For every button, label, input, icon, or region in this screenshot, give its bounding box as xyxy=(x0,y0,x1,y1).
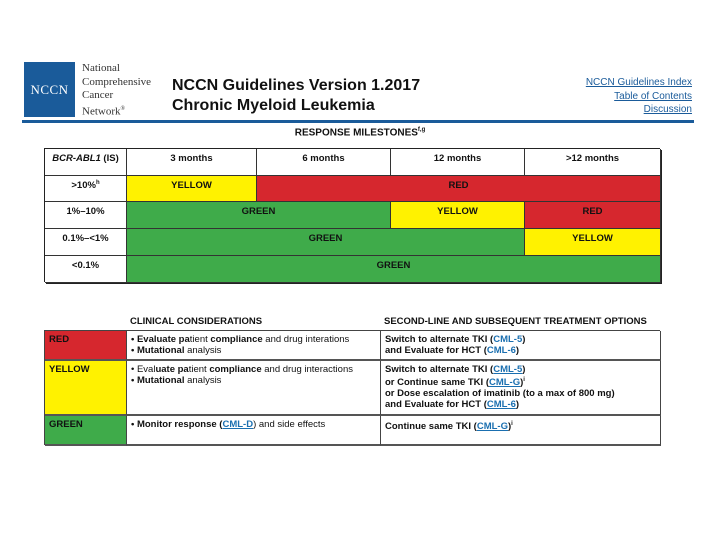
row-label-text: >10% xyxy=(71,180,96,192)
discussion-link[interactable]: Discussion xyxy=(643,104,692,115)
logo-line: National xyxy=(82,62,120,74)
milestones-title xyxy=(0,127,720,138)
clinical-cell-red xyxy=(127,331,381,361)
response-milestones-table xyxy=(44,148,660,282)
logo-abbr: NCCN xyxy=(30,81,69,97)
milestone-cell-green: GREEN xyxy=(127,229,525,256)
cml-g-link[interactable]: CML-G xyxy=(476,421,508,433)
treatment-line xyxy=(385,375,656,388)
row-label xyxy=(45,176,127,202)
cml-6-link[interactable]: CML-6 xyxy=(486,345,516,356)
row-label: 1%–10% xyxy=(45,202,127,229)
logo-line-text: Network xyxy=(82,105,121,118)
logo-line xyxy=(82,103,162,119)
header-divider xyxy=(22,120,694,123)
status-label-green: GREEN xyxy=(45,416,127,446)
guideline-topic: Chronic Myeloid Leukemia xyxy=(172,97,375,114)
status-label-red: RED xyxy=(45,331,127,361)
treatment-text: and Evaluate for HCT ( xyxy=(385,345,487,356)
treatment-text: Continue same TKI ( xyxy=(385,421,477,433)
milestone-cell-yellow: YELLOW xyxy=(391,202,525,229)
treatment-cell-red xyxy=(381,331,661,361)
treatment-text: or Continue same TKI ( xyxy=(385,377,489,389)
header-nav xyxy=(586,76,692,117)
milestone-cell-yellow: YELLOW xyxy=(525,229,661,256)
clinical-line: • Evaluate patient compliance and drug interactions xyxy=(131,364,353,375)
page-title xyxy=(172,76,420,116)
cml-g-link[interactable]: CML-G xyxy=(488,377,521,389)
treatment-text: ) xyxy=(520,377,524,389)
treatment-line: or Dose escalation of imatinib (to a max of 800 mg) xyxy=(385,388,615,400)
treatment-line xyxy=(385,419,656,432)
milestone-cell-green: GREEN xyxy=(127,256,661,283)
clinical-text: • Monitor response ( xyxy=(131,419,223,430)
milestone-cell-red: RED xyxy=(525,202,661,229)
guideline-version: NCCN Guidelines Version 1.2017 xyxy=(172,77,421,94)
treatment-line xyxy=(385,345,656,356)
gene-name: BCR-ABL1 xyxy=(52,153,101,164)
clinical-cell-yellow xyxy=(127,361,381,416)
milestone-cell-yellow: YELLOW xyxy=(127,176,257,202)
row-label: 0.1%–<1% xyxy=(45,229,127,256)
treatment-line xyxy=(385,364,656,375)
table-header-label xyxy=(45,149,127,176)
clinical-considerations-heading: CLINICAL CONSIDERATIONS xyxy=(130,316,263,327)
registered-mark: ® xyxy=(120,105,126,112)
nccn-logo xyxy=(24,62,75,117)
treatment-line xyxy=(385,399,656,410)
column-header-gt12mo: >12 months xyxy=(525,149,661,176)
treatment-line xyxy=(385,334,656,345)
logo-line: Cancer xyxy=(82,89,114,101)
status-label-yellow: YELLOW xyxy=(45,361,127,416)
guidelines-index-link[interactable]: NCCN Guidelines Index xyxy=(585,77,692,88)
column-header-6mo: 6 months xyxy=(257,149,391,176)
clinical-line: • Mutational analysis xyxy=(131,345,222,356)
footnote-ref: h xyxy=(95,180,100,186)
footnote-ref: i xyxy=(511,421,513,427)
clinical-considerations-table xyxy=(44,330,660,445)
treatment-text: ) xyxy=(522,364,526,375)
cml-5-link[interactable]: CML-5 xyxy=(493,364,523,375)
treatment-text: and Evaluate for HCT ( xyxy=(385,399,487,411)
treatment-text: ) xyxy=(522,334,526,345)
logo-line: Comprehensive xyxy=(82,75,152,88)
treatment-options-heading: SECOND-LINE AND SUBSEQUENT TREATMENT OPTIONS xyxy=(384,316,647,327)
cml-5-link[interactable]: CML-5 xyxy=(493,334,523,345)
treatment-text: ) xyxy=(515,345,520,356)
milestones-title-text: RESPONSE MILESTONES xyxy=(294,127,418,139)
treatment-text: Switch to alternate TKI ( xyxy=(385,334,494,345)
treatment-text: Switch to alternate TKI ( xyxy=(385,364,494,375)
column-header-12mo: 12 months xyxy=(391,149,525,176)
treatment-text: ) xyxy=(515,399,520,411)
table-of-contents-link[interactable]: Table of Contents xyxy=(614,90,692,102)
logo-wordmark xyxy=(82,62,162,119)
footnote-ref: i xyxy=(523,377,525,383)
treatment-text: ) xyxy=(507,421,512,433)
clinical-line: • Evaluate patient compliance and drug interations xyxy=(131,334,350,345)
clinical-text: ) and side effects xyxy=(253,419,326,430)
footnote-ref: f,g xyxy=(417,127,426,133)
cml-d-link[interactable]: CML-D xyxy=(222,419,254,430)
cml-6-link[interactable]: CML-6 xyxy=(486,399,516,411)
scale-suffix: (IS) xyxy=(100,153,119,164)
treatment-cell-yellow xyxy=(381,361,661,416)
clinical-line xyxy=(131,419,376,430)
milestone-cell-red: RED xyxy=(257,176,661,202)
column-header-3mo: 3 months xyxy=(127,149,257,176)
clinical-cell-green xyxy=(127,416,381,446)
row-label: <0.1% xyxy=(45,256,127,283)
milestone-cell-green: GREEN xyxy=(127,202,391,229)
clinical-line: • Mutational analysis xyxy=(131,375,222,386)
treatment-cell-green xyxy=(381,416,661,446)
